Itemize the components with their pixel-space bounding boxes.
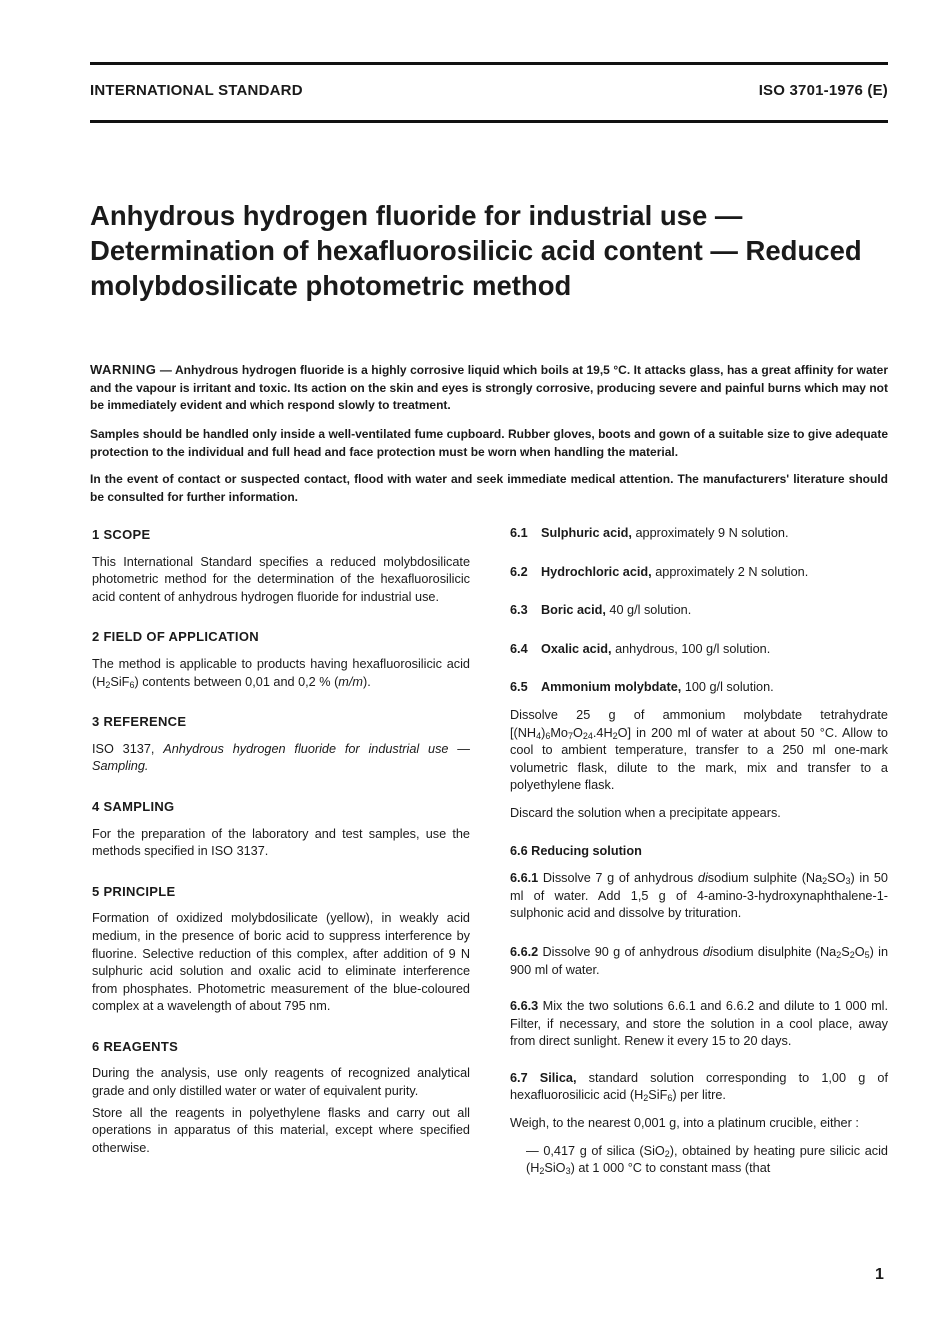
reagent-6-5-discard: Discard the solution when a precipitate appears. [510,805,781,820]
reference-heading: 3 REFERENCE [92,714,187,730]
title-line-3: molybdosilicate photometric method [90,270,572,301]
field-of-application-text: The method is applicable to products having hexafluorosilicic acid $(H_2SiF_6)$ contents between 0,01 and 0,2 % (m/m). [92,656,470,690]
reagents-heading: 6 REAGENTS [92,1038,179,1054]
reagent-6-6-1: 6.6.1 Dissolve 7 g of anhydrous disodium sulphite $(Na_2SO_3)$ in 50 ml of water. Add 1,5 g of 4-amino-3-hydroxynaphthalene-1-sulphonic acid and dissolve by trituration. [510,871,888,921]
sampling-text: For the preparation of the laboratory and test samples, use the methods specified in ISO 3137. [92,826,470,859]
header-standard-code: ISO 3701-1976 (E) [758,82,888,99]
reagent-6-5: 6.5 Ammonium molybdate, 100 g/l solution. [510,680,774,695]
reducing-solution-heading: 6.6 Reducing solution [510,843,642,858]
reagent-6-7-item-a: — 0,417 g of silica (SiO$_2$), obtained by heating pure silicic acid $(H_2SiO_3)$ at 1 000 °C to constant mass (that [526,1143,888,1177]
reagents-text-1: During the analysis, use only reagents of recognized analytical grade and only distilled water or water of equivalent purity. [92,1066,470,1099]
warning-text: — Anhydrous hydrogen fluoride is a highly corrosive liquid which boils at 19,5 °C. It attacks glass, has a great affinity for water and the vapour is irritant and toxic. Its action on the skin and eyes is strongly corrosive, producing severe and painful burns which may not be immediately evident and which respond slowly to treatment. [90,363,888,412]
reagent-6-5-dissolve: Dissolve 25 g of ammonium molybdate tetrahydrate $[(NH_4)_6Mo_7O_{24}.4H_2O]$ in 200 ml of water at about 50 °C. Allow to cool to ambient temperature, transfer to a 250 ml one-mark volumetric flask, dilute to the mark, mix and transfer to a polyethylene flask. [510,707,888,793]
warning-paragraph-3: In the event of contact or suspected contact, flood with water and seek immediate medical attention. The manufacturers' literature should be consulted for further information. [90,472,888,504]
reference-text: ISO 3137, Anhydrous hydrogen fluoride for industrial use — Sampling. [92,741,470,774]
reagent-6-7-weigh: Weigh, to the nearest 0,001 g, into a platinum crucible, either : [510,1116,859,1131]
principle-heading: 5 PRINCIPLE [92,883,176,899]
right-column [510,525,888,1178]
reagent-6-7: 6.7 Silica, standard solution corresponding to 1,00 g of hexafluorosilicic acid $(H_2SiF_6)$ per litre. [510,1070,888,1104]
reagents-text-2: Store all the reagents in polyethylene flasks and carry out all operations in apparatus of this material, except where specified otherwise. [92,1105,470,1155]
sampling-heading: 4 SAMPLING [92,798,175,814]
top-rule [90,62,888,65]
field-of-application-heading: 2 FIELD OF APPLICATION [92,629,259,645]
header-standard-label: INTERNATIONAL STANDARD [90,82,303,99]
warning-paragraph-2: Samples should be handled only inside a well-ventilated fume cupboard. Rubber gloves, boots and gown of a suitable size to give adequate protection to the individual and full head and face protection must be worn when handling the material. [90,427,888,459]
title-line-2: Determination of hexafluorosilicic acid content — Reduced [90,235,862,266]
reagent-6-1: 6.1 Sulphuric acid, approximately 9 N solution. [510,526,789,540]
reagent-6-2: 6.2 Hydrochloric acid, approximately 2 N solution. [510,564,809,579]
reagent-6-6-3: 6.6.3 Mix the two solutions 6.6.1 and 6.6.2 and dilute to 1 000 ml. Filter, if necessary, and store the solution in a cool place, away from direct sunlight. Renew it every 15 to 20 days. [510,999,889,1049]
document-title [90,198,890,303]
header-bottom-rule [90,120,888,123]
left-column [92,526,470,1157]
reagent-6-6-2: 6.6.2 Dissolve 90 g of anhydrous disodium disulphite $(Na_2S_2O_5)$ in 900 ml of water. [510,944,889,977]
principle-text: Formation of oxidized molybdosilicate (yellow), in weakly acid medium, in the presence of boric acid to suppress interference by fluorine. Selective reduction of this complex, after addition of 9 N sulphuric acid solution and oxalic acid to eliminate interference from phosphates. Photometric measurement of the blue-coloured complex at a wavelength of about 795 nm. [92,911,470,1014]
page-number: 1 [875,1266,884,1283]
title-line-1: Anhydrous hydrogen fluoride for industrial use — [90,200,743,231]
reagent-6-3: 6.3 Boric acid, 40 g/l solution. [510,603,692,618]
warning-paragraph-1 [90,361,888,415]
scope-text: This International Standard specifies a reduced molybdosilicate photometric method for the determination of the hexafluorosilicic acid content of anhydrous hydrogen fluoride for industrial use. [92,554,470,604]
scope-heading: 1 SCOPE [92,527,151,542]
warning-label: WARNING [90,362,157,377]
reagent-6-4: 6.4 Oxalic acid, anhydrous, 100 g/l solution. [510,641,771,656]
